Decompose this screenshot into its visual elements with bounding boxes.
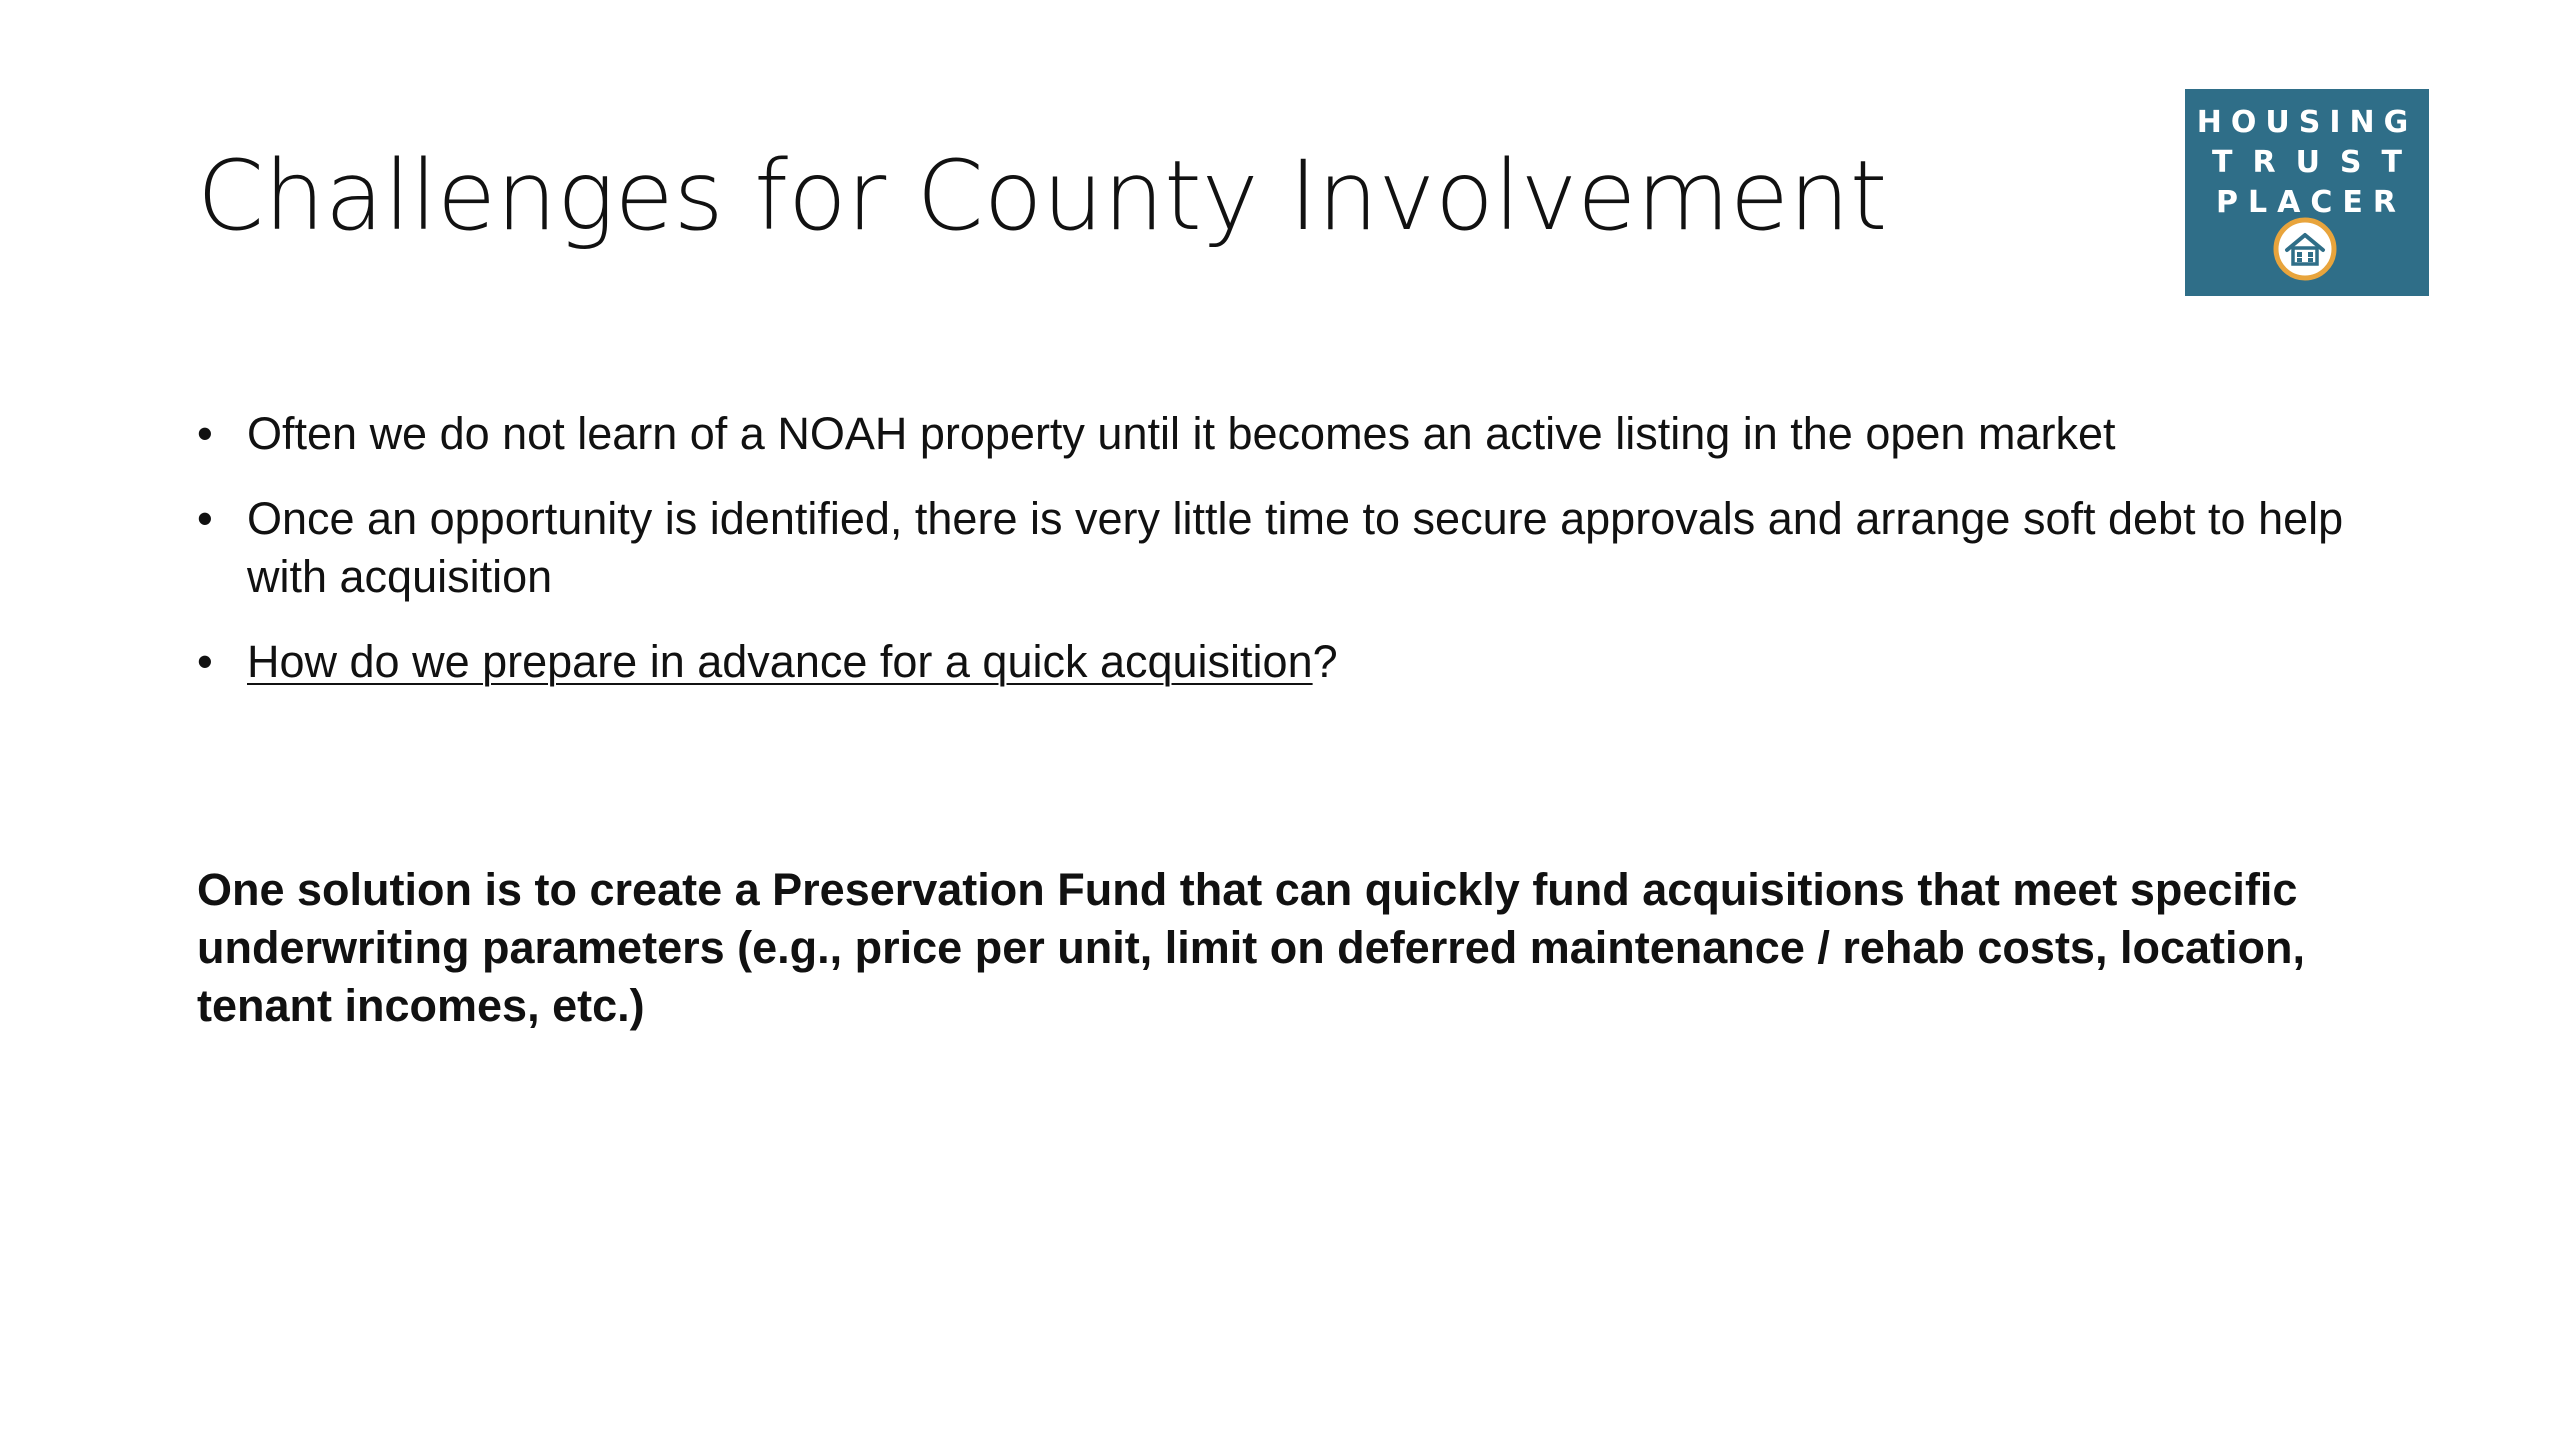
bullet-list bbox=[197, 405, 2397, 718]
housing-trust-placer-logo bbox=[2185, 89, 2429, 296]
bullet-dot: • bbox=[197, 493, 213, 544]
logo-line-trust: TRUST bbox=[2212, 145, 2422, 180]
slide-title: Challenges for County Involvement bbox=[197, 140, 1888, 252]
house-circle-icon bbox=[2273, 217, 2337, 281]
bullet-text: Once an opportunity is identified, there is very little time to secure approvals and arrange soft debt to help with acquisition bbox=[247, 493, 2344, 602]
solution-statement: One solution is to create a Preservation Fund that can quickly fund acquisitions that meet specific underwriting parameters (e.g., price per unit, limit on deferred maintenance / rehab costs, location, tenant incomes, etc.) bbox=[197, 864, 2305, 1031]
logo-line-placer: PLACER bbox=[2216, 185, 2406, 220]
bullet-dot: • bbox=[197, 636, 213, 687]
bullet-question-underlined: How do we prepare in advance for a quick acquisition bbox=[247, 636, 1313, 687]
bullet-item bbox=[197, 633, 2397, 691]
bullet-text: Often we do not learn of a NOAH property until it becomes an active listing in the open market bbox=[247, 408, 2116, 459]
bullet-dot: • bbox=[197, 408, 213, 459]
bullet-item bbox=[197, 405, 2397, 463]
bullet-question-mark: ? bbox=[1312, 636, 1338, 687]
logo-line-housing: HOUSING bbox=[2196, 105, 2418, 140]
bullet-item bbox=[197, 490, 2397, 606]
